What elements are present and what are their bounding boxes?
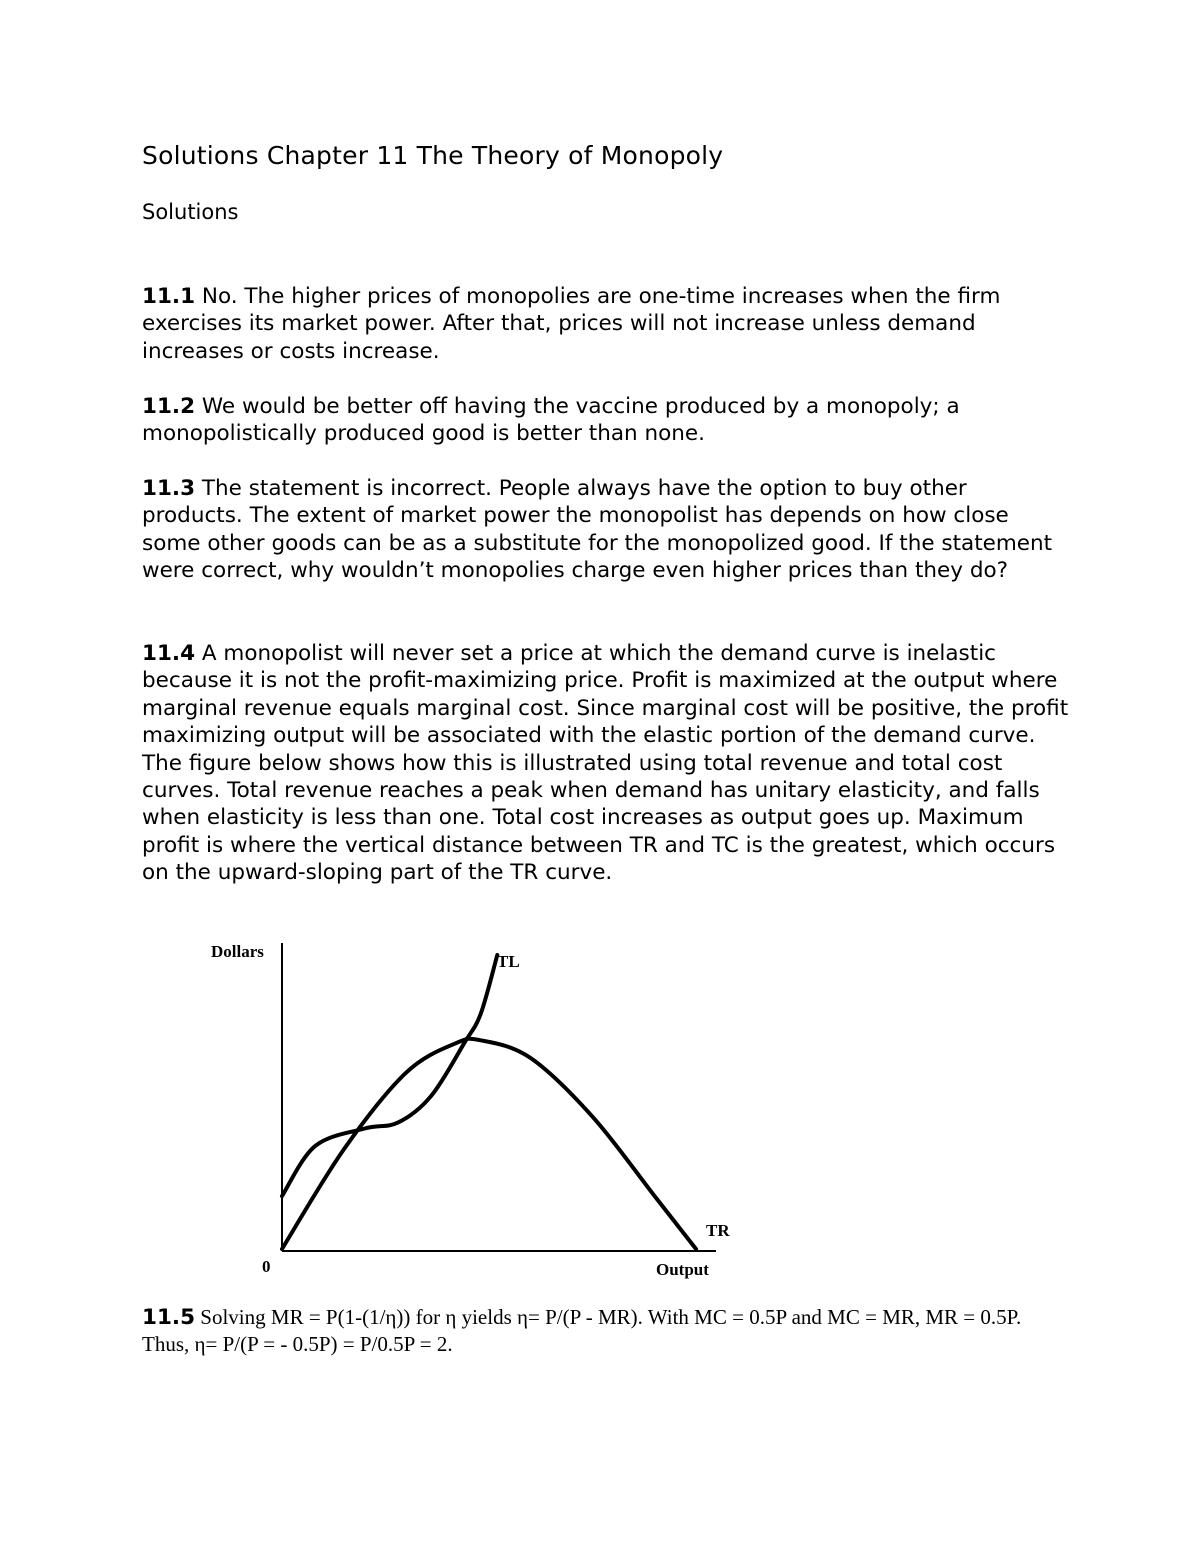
answer-11-4 [142,640,1072,887]
page-subtitle: Solutions [142,200,239,224]
answer-text: No. The higher prices of monopolies are one-time increases when the firm exercises its market power. After that, prices will not increase unless demand increases or costs increase. [142,284,1001,364]
answer-text: We would be better off having the vaccine produced by a monopoly; a monopolistically produced good is better than none. [142,394,960,447]
y-axis-label: Dollars [211,942,264,961]
answer-11-3 [142,475,1072,585]
series-label-tr: TR [706,1221,730,1240]
answer-number: 11.4 [142,641,196,666]
answer-number: 11.2 [142,394,196,419]
answer-number: 11.3 [142,476,196,501]
series-line-tr [282,1039,696,1249]
answer-text: Solving MR = P(1-(1/η)) for η yields η= P/(P - MR). With MC = 0.5P and MC = MR, MR = 0.5P. Thus, η= P/(P = - 0.5P) = P/0.5P = 2. [142,1305,1022,1357]
answer-text: A monopolist will never set a price at which the demand curve is inelastic because it is not the profit-maximizing price. Profit is maximized at the output where marginal revenue equals marginal cost. Since marginal cost will be positive, the profit maximizing output will be associated with the elastic portion of the demand curve. The figure below shows how this is illustrated using total revenue and total cost curves. Total revenue reaches a peak when demand has unitary elasticity, and falls when elasticity is less than one. Total cost increases as output goes up. Maximum profit is where the vertical distance between TR and TC is the greatest, which occurs on the upward-sloping part of the TR curve. [142,641,1069,886]
answer-text: The statement is incorrect. People always have the option to buy other products. The extent of market power the monopolist has depends on how close some other goods can be as a substitute for the monopolized good. If the statement were correct, why wouldn’t monopolies charge even higher prices than they do? [142,476,1053,584]
answer-11-2 [142,393,1072,448]
tr-tc-chart [200,935,760,1285]
series-line-tl [282,955,497,1196]
answer-11-1 [142,283,1072,365]
series-label-tl: TL [497,952,520,971]
x-axis-label: Output [656,1260,709,1279]
answer-11-5 [142,1304,1072,1359]
page-title: Solutions Chapter 11 The Theory of Monopoly [142,141,724,170]
answer-number: 11.5 [142,1305,196,1330]
origin-label: 0 [262,1257,271,1276]
answer-number: 11.1 [142,284,196,309]
